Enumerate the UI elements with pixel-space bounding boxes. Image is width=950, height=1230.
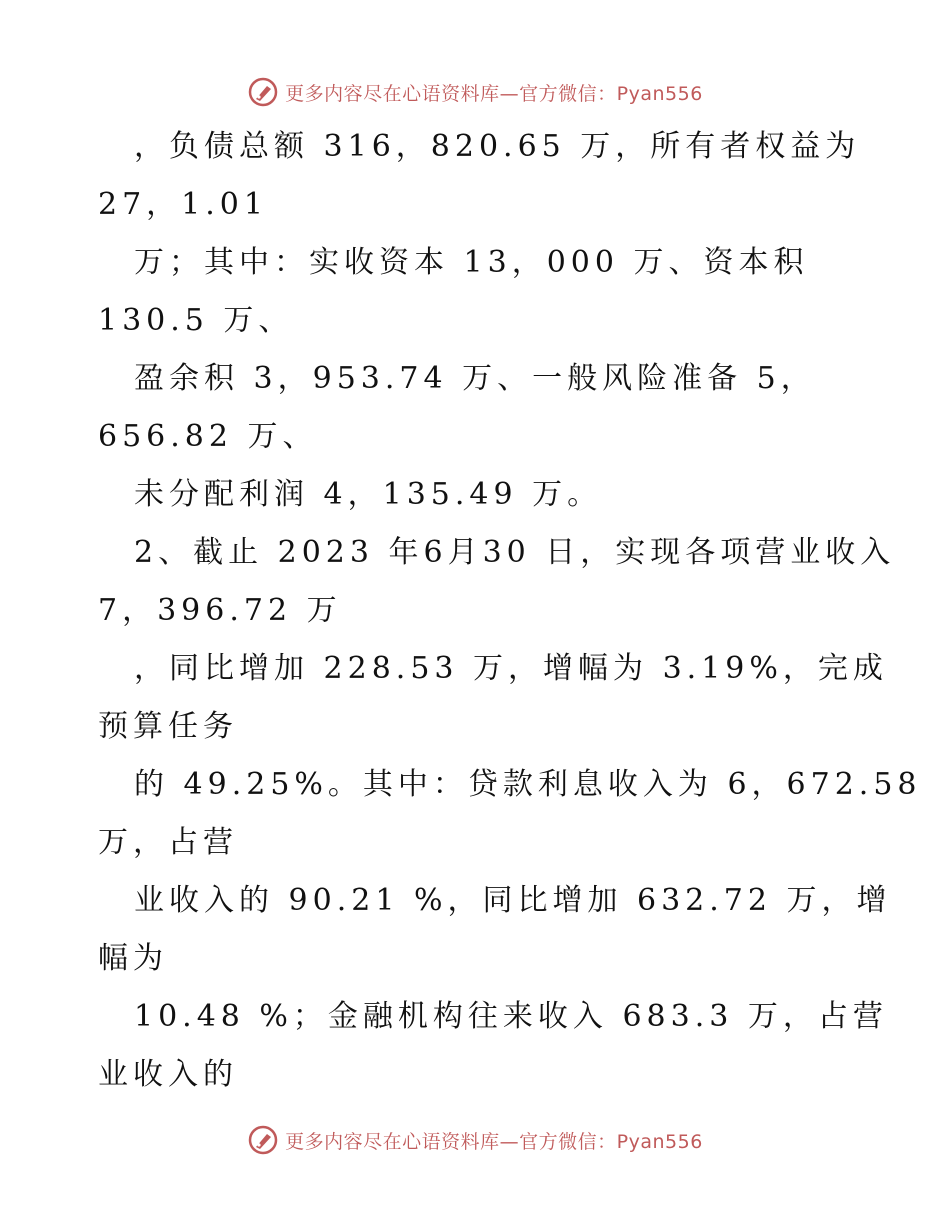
header-banner-text: 更多内容尽在心语资料库—官方微信：Pyan556	[285, 82, 703, 105]
body-line-11: 预算任务	[98, 709, 238, 744]
body-line-16: 10.48 %；金融机构往来收入 683.3 万，占营	[134, 999, 888, 1034]
body-line-12: 的 49.25%。其中：贷款利息收入为 6，672.58	[134, 767, 922, 802]
header-banner	[0, 70, 950, 114]
pen-nib-seal-icon	[247, 76, 279, 108]
body-line-2: 27，1.01	[98, 187, 268, 222]
body-line-17: 业收入的	[98, 1057, 238, 1092]
body-line-10: ，同比增加 228.53 万，增幅为 3.19%，完成	[134, 651, 888, 686]
body-line-3: 万；其中：实收资本 13，000 万、资本积	[134, 245, 809, 280]
footer-banner	[0, 1118, 950, 1162]
body-line-4: 130.5 万、	[98, 303, 294, 338]
footer-banner-text: 更多内容尽在心语资料库—官方微信：Pyan556	[285, 1130, 703, 1153]
body-line-5: 盈余积 3，953.74 万、一般风险准备 5，	[134, 361, 816, 396]
body-line-14: 业收入的 90.21 %，同比增加 632.72 万，增	[134, 883, 892, 918]
body-line-9: 7，396.72 万	[98, 593, 342, 628]
body-line-8: 2、截止 2023 年6月30 日，实现各项营业收入	[134, 535, 896, 570]
pen-nib-seal-icon	[247, 1124, 279, 1156]
body-line-15: 幅为	[98, 941, 168, 976]
body-line-7: 未分配利润 4，135.49 万。	[134, 477, 603, 512]
body-line-13: 万，占营	[98, 825, 238, 860]
body-line-6: 656.82 万、	[98, 419, 318, 454]
body-line-1: ，负债总额 316，820.65 万，所有者权益为	[134, 129, 861, 164]
